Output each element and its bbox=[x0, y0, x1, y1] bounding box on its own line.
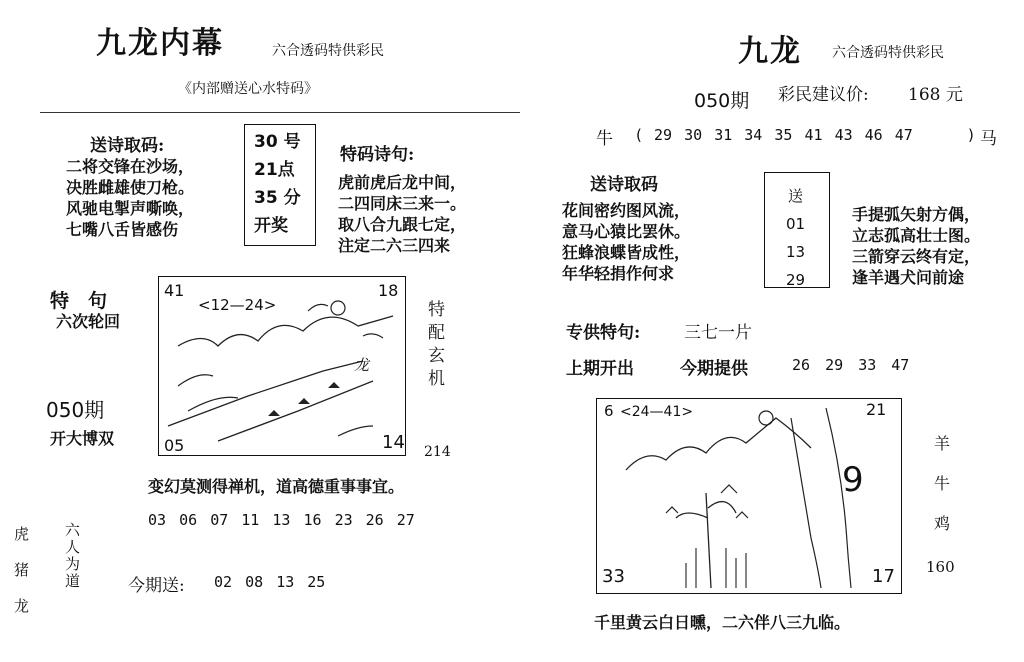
right-ox-paren-close: ) bbox=[968, 126, 974, 144]
poem-line: 七嘴八舌皆感伤 bbox=[66, 220, 179, 239]
right-zodiac-col bbox=[934, 424, 950, 544]
poem-line: 逢羊遇犬问前途 bbox=[852, 268, 965, 287]
poem-line: 二将交锋在沙场， bbox=[66, 157, 195, 176]
right-side-poem bbox=[852, 204, 980, 288]
zodiac: 鸡 bbox=[934, 514, 951, 533]
left-six-people: 六人为道 bbox=[63, 522, 81, 590]
left-divider bbox=[40, 112, 520, 113]
poem-line: 狂蜂浪蝶皆成性， bbox=[562, 243, 691, 262]
zodiac: 龙 bbox=[14, 597, 30, 615]
number: 13 bbox=[276, 573, 295, 591]
left-special-heading: 特码诗句: bbox=[340, 145, 415, 165]
number: 41 bbox=[804, 126, 823, 144]
number: 29 bbox=[654, 126, 673, 144]
right-issue: 050期 bbox=[694, 90, 750, 112]
left-saying: 变幻莫测得禅机，道高德重事事宜。 bbox=[148, 477, 405, 496]
number: 46 bbox=[864, 126, 883, 144]
right-special-value: 三七一片 bbox=[684, 323, 752, 343]
zodiac: 猪 bbox=[14, 561, 30, 579]
number: 29 bbox=[786, 271, 806, 289]
right-send-poem bbox=[562, 200, 690, 284]
poem-line: 立志孤高壮士图。 bbox=[852, 226, 981, 245]
send-label: 送 bbox=[788, 187, 804, 205]
left-special-poem bbox=[338, 172, 466, 256]
number: 02 bbox=[214, 573, 233, 591]
right-price-label: 彩民建议价: bbox=[778, 85, 869, 105]
left-pic-dragon: 龙 bbox=[354, 356, 370, 374]
right-pic-range: <24—41> bbox=[620, 404, 694, 420]
left-send-heading: 送诗取码: bbox=[90, 136, 165, 156]
right-side-number: 160 bbox=[926, 558, 955, 576]
left-numbers bbox=[148, 511, 415, 529]
right-last-open-label: 上期开出 bbox=[566, 359, 634, 379]
right-send-box-values bbox=[786, 182, 805, 294]
right-ox-paren-open: ( bbox=[636, 126, 642, 144]
left-issue: 050期 bbox=[46, 398, 105, 422]
right-pic-bottom-right: 17 bbox=[872, 566, 895, 587]
number: 03 bbox=[148, 511, 167, 529]
right-tagline: 六合透码特供彩民 bbox=[832, 45, 944, 61]
number: 13 bbox=[786, 243, 806, 261]
poem-line: 花间密约图风流， bbox=[562, 201, 691, 220]
number: 29 bbox=[825, 356, 844, 374]
number: 43 bbox=[834, 126, 853, 144]
right-pic-mid: 9 bbox=[842, 460, 864, 500]
open-hour: 21点 bbox=[254, 160, 295, 180]
number: 07 bbox=[210, 511, 229, 529]
left-send-poem bbox=[66, 156, 194, 240]
right-pic-bottom-left: 33 bbox=[602, 566, 625, 587]
left-zodiac-col bbox=[14, 516, 29, 624]
number: 33 bbox=[858, 356, 877, 374]
open-date: 30 号 bbox=[254, 132, 301, 152]
number: 34 bbox=[744, 126, 763, 144]
left-pic-bottom-left: 05 bbox=[164, 436, 185, 455]
number: 13 bbox=[272, 511, 291, 529]
poem-line: 虎前虎后龙中间， bbox=[338, 173, 467, 192]
left-pic-bottom-right: 14 bbox=[382, 432, 405, 453]
zodiac: 牛 bbox=[934, 474, 951, 493]
right-provide-numbers bbox=[792, 356, 909, 374]
poem-line: 三箭穿云终有定， bbox=[852, 247, 981, 266]
poem-line: 意马心猿比罢休。 bbox=[562, 222, 691, 241]
number: 26 bbox=[792, 356, 811, 374]
left-subtitle: 《内部赠送心水特码》 bbox=[178, 81, 318, 97]
left-special-sentence-value: 六次轮回 bbox=[56, 312, 121, 331]
left-side-vertical: 特配玄机 bbox=[424, 300, 444, 392]
right-price: 168 元 bbox=[908, 85, 963, 105]
right-send-heading: 送诗取码 bbox=[590, 175, 658, 195]
open-time-text bbox=[254, 128, 301, 240]
poem-line: 取八合九跟七定， bbox=[338, 215, 467, 234]
number: 47 bbox=[891, 356, 910, 374]
left-pic-top-left: 41 bbox=[164, 281, 185, 300]
number: 08 bbox=[245, 573, 264, 591]
poem-line: 风驰电掣声嘶唤， bbox=[66, 199, 195, 218]
number: 06 bbox=[179, 511, 198, 529]
number: 31 bbox=[714, 126, 733, 144]
left-today-send bbox=[214, 573, 325, 591]
left-open-big: 开大博双 bbox=[50, 429, 115, 448]
left-pic-top-right: 18 bbox=[378, 281, 399, 300]
right-title: 九龙 bbox=[738, 34, 802, 69]
right-provide-label: 今期提供 bbox=[680, 359, 748, 379]
left-pic-range: <12—24> bbox=[198, 296, 277, 314]
number: 35 bbox=[774, 126, 793, 144]
number: 26 bbox=[365, 511, 384, 529]
right-ox-label: 牛 bbox=[596, 129, 613, 149]
left-special-sentence-label: 特 句 bbox=[50, 290, 108, 312]
left-title: 九龙内幕 bbox=[96, 26, 224, 61]
number: 01 bbox=[786, 215, 806, 233]
right-closing: 千里黄云白日曛，二六伴八三九临。 bbox=[594, 613, 851, 632]
poem-line: 手提弧矢射方偶， bbox=[852, 205, 981, 224]
right-special-label: 专供特句: bbox=[566, 323, 641, 343]
poem-line: 决胜雌雄使刀枪。 bbox=[66, 178, 195, 197]
poem-line: 年华轻捐作何求 bbox=[562, 264, 675, 283]
left-tagline: 六合透码特供彩民 bbox=[272, 43, 384, 59]
zodiac: 羊 bbox=[934, 434, 951, 453]
right-pic-top-right: 21 bbox=[866, 400, 887, 419]
zodiac: 虎 bbox=[14, 525, 30, 543]
right-ox-numbers bbox=[654, 126, 913, 144]
number: 25 bbox=[307, 573, 326, 591]
open-label: 开奖 bbox=[254, 216, 288, 236]
number: 27 bbox=[396, 511, 415, 529]
number: 47 bbox=[894, 126, 913, 144]
number: 30 bbox=[684, 126, 703, 144]
poem-line: 注定二六三四来 bbox=[338, 236, 451, 255]
open-minute: 35 分 bbox=[254, 188, 301, 208]
right-pic-top-left: 6 bbox=[604, 402, 614, 420]
poem-line: 二四同床三来一。 bbox=[338, 194, 467, 213]
number: 11 bbox=[241, 511, 260, 529]
left-today-send-label: 今期送: bbox=[128, 576, 185, 596]
right-horse-label: 马 bbox=[980, 129, 997, 149]
left-side-number: 214 bbox=[424, 444, 451, 460]
number: 16 bbox=[303, 511, 322, 529]
number: 23 bbox=[334, 511, 353, 529]
